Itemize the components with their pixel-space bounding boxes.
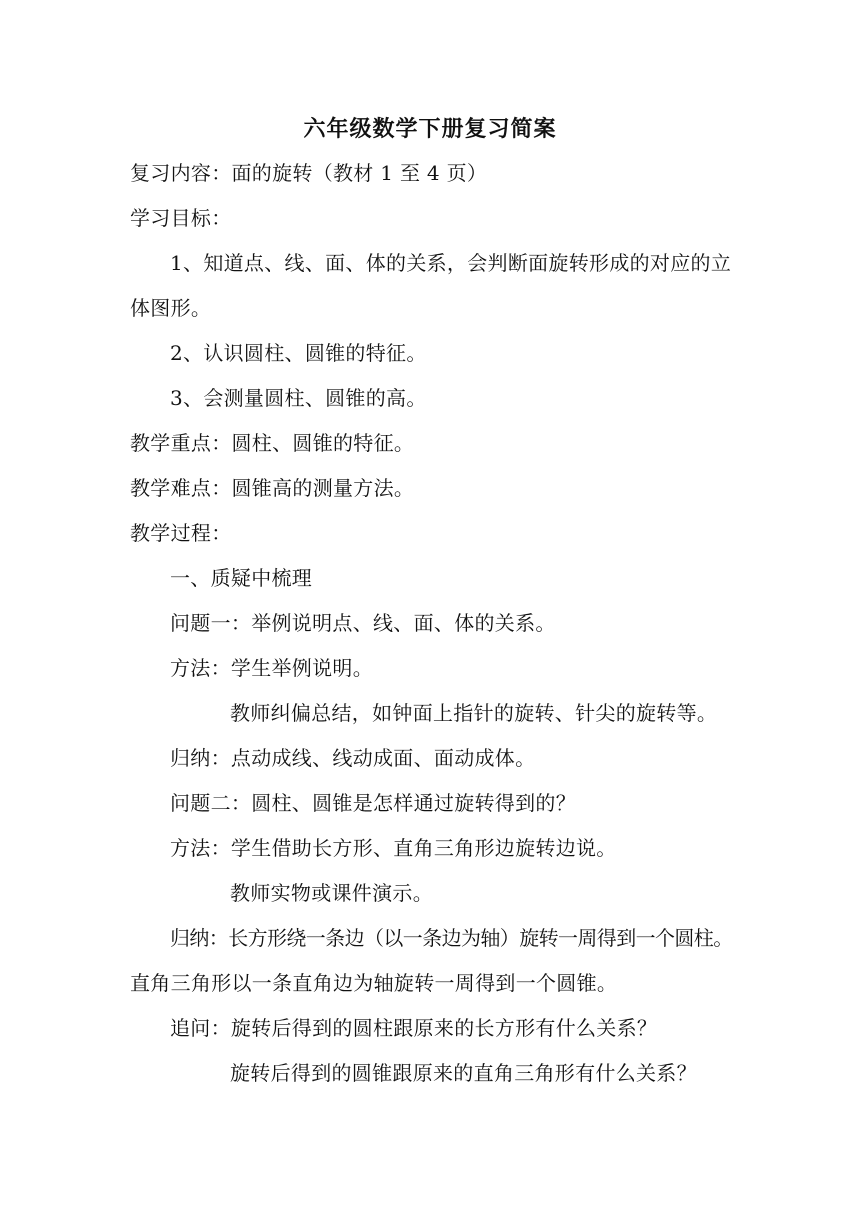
document-title: 六年级数学下册复习简案 bbox=[303, 116, 557, 142]
difficulty-line: 教学难点：圆锥高的测量方法。 bbox=[130, 476, 415, 500]
learning-goals-heading: 学习目标： bbox=[130, 206, 232, 230]
process-heading: 教学过程： bbox=[130, 521, 232, 545]
conclusion-2-line: 归纳：长方形绕一条边（以一条边为轴）旋转一周得到一个圆柱。 bbox=[170, 926, 733, 950]
teacher-summary-line: 教师纠偏总结，如钟面上指针的旋转、针尖的旋转等。 bbox=[230, 701, 718, 725]
section-1-heading: 一、质疑中梳理 bbox=[170, 566, 313, 590]
follow-up-continuation: 旋转后得到的圆锥跟原来的直角三角形有什么关系？ bbox=[230, 1061, 697, 1085]
key-point-line: 教学重点：圆柱、圆锥的特征。 bbox=[130, 431, 415, 455]
question-2-line: 问题二：圆柱、圆锥是怎样通过旋转得到的？ bbox=[170, 791, 576, 815]
goal-3-line: 3、会测量圆柱、圆锥的高。 bbox=[170, 386, 427, 410]
review-content-line: 复习内容：面的旋转（教材 1 至 4 页） bbox=[130, 161, 488, 185]
conclusion-1-line: 归纳：点动成线、线动成面、面动成体。 bbox=[170, 746, 536, 770]
teacher-demo-line: 教师实物或课件演示。 bbox=[230, 881, 433, 905]
goal-1-continuation: 体图形。 bbox=[130, 296, 212, 320]
follow-up-line: 追问：旋转后得到的圆柱跟原来的长方形有什么关系？ bbox=[170, 1016, 658, 1040]
method-2-line: 方法：学生借助长方形、直角三角形边旋转边说。 bbox=[170, 836, 617, 860]
method-1-line: 方法：学生举例说明。 bbox=[170, 656, 373, 680]
goal-1-line: 1、知道点、线、面、体的关系，会判断面旋转形成的对应的立 bbox=[170, 251, 732, 275]
conclusion-2-continuation: 直角三角形以一条直角边为轴旋转一周得到一个圆锥。 bbox=[130, 971, 618, 995]
question-1-line: 问题一：举例说明点、线、面、体的关系。 bbox=[170, 611, 556, 635]
goal-2-line: 2、认识圆柱、圆锥的特征。 bbox=[170, 341, 427, 365]
